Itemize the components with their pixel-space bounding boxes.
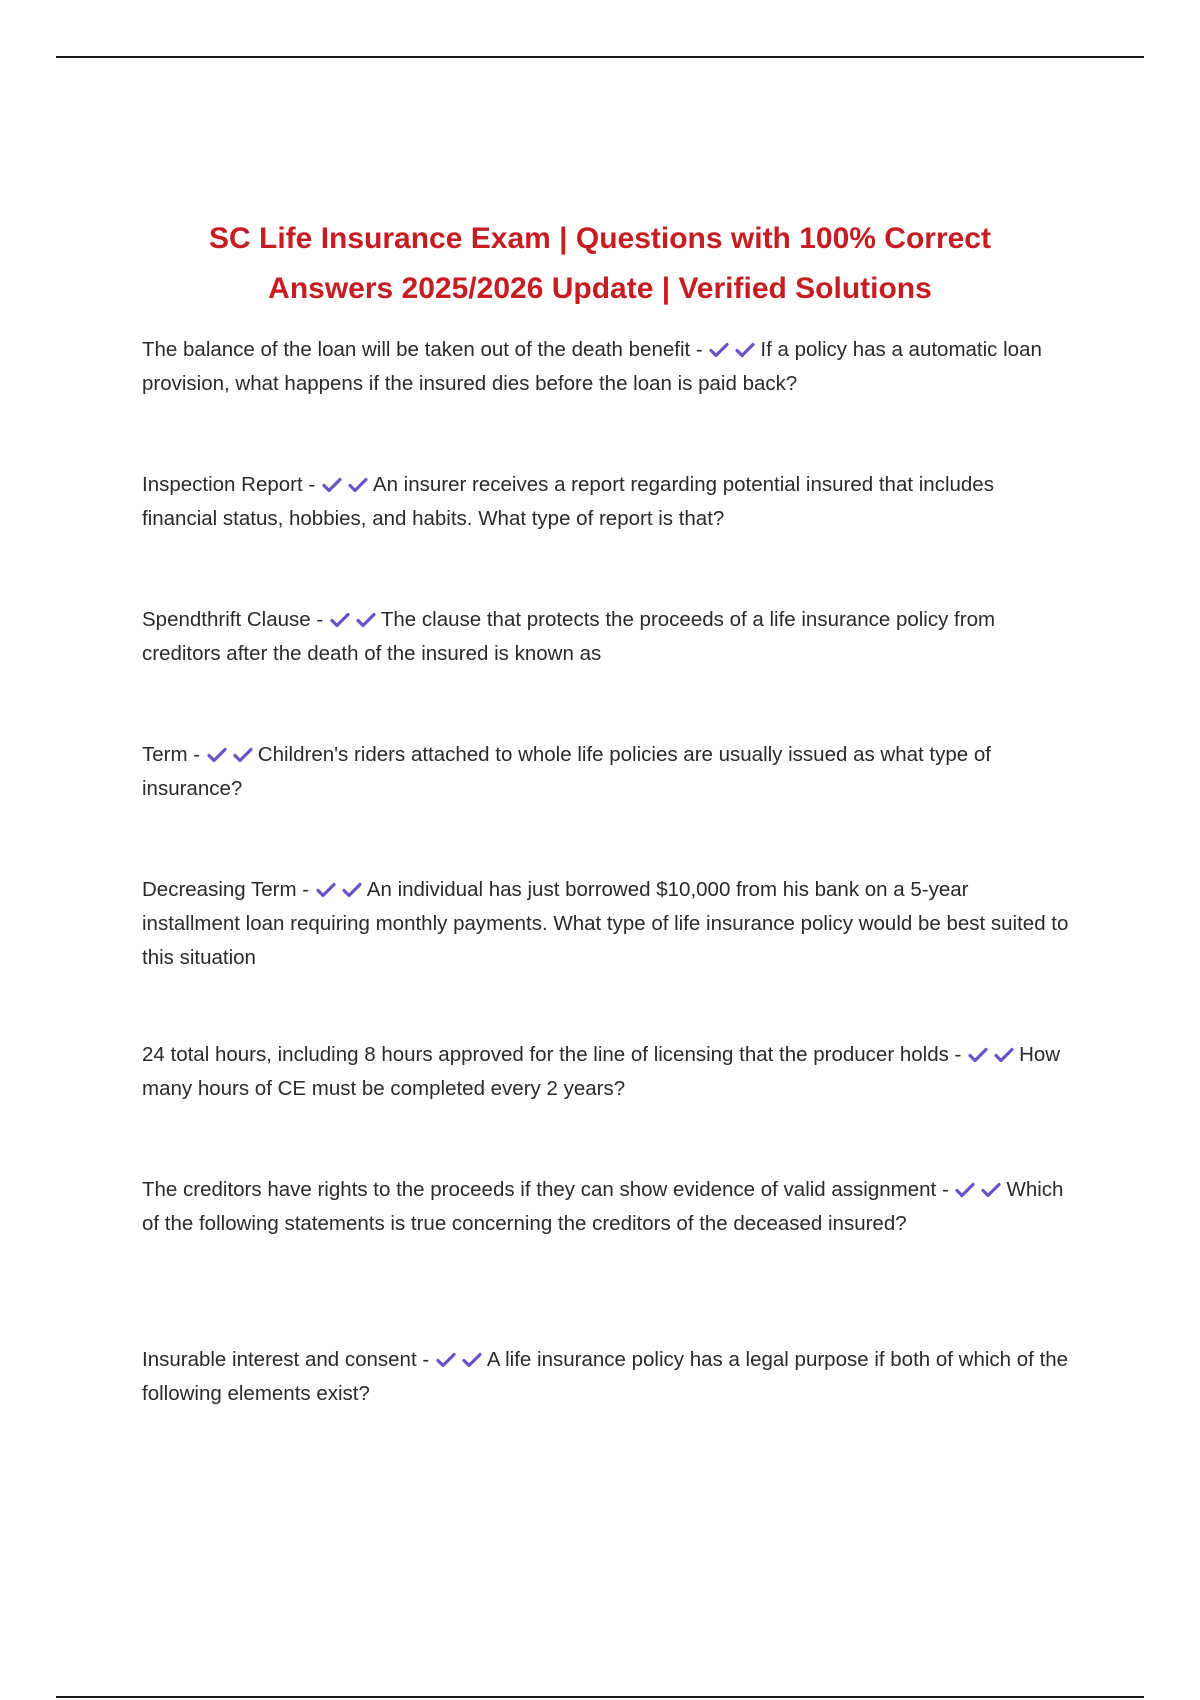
- separator: -: [187, 743, 206, 766]
- qa-item: [142, 873, 1072, 975]
- check-icon: [734, 341, 756, 359]
- answer-text: 24 total hours, including 8 hours approved for the line of licensing that the producer holds: [142, 1043, 949, 1066]
- answer-text: The balance of the loan will be taken out of the death benefit: [142, 338, 691, 361]
- question-text: Which of the following statements is true concerning the creditors of the deceased insured?: [142, 1178, 1064, 1235]
- check-icon: [461, 1351, 483, 1369]
- question-text: Children's riders attached to whole life policies are usually issued as what type of insurance?: [142, 743, 991, 800]
- check-icon: [329, 611, 351, 629]
- qa-item: [142, 1038, 1072, 1106]
- question-text: A life insurance policy has a legal purpose if both of which of the following elements exist?: [142, 1348, 1069, 1405]
- document-title: [130, 214, 1070, 314]
- separator: -: [416, 1348, 435, 1371]
- bottom-rule: [56, 1696, 1144, 1698]
- check-icon: [347, 476, 369, 494]
- question-text: If a policy has a automatic loan provision, what happens if the insured dies before the loan is paid back?: [142, 338, 1042, 395]
- answer-text: The creditors have rights to the proceeds if they can show evidence of valid assignment: [142, 1178, 937, 1201]
- qa-item: [142, 468, 1072, 536]
- separator: -: [310, 608, 329, 631]
- check-icon: [980, 1181, 1002, 1199]
- separator: -: [936, 1178, 955, 1201]
- check-icon: [321, 476, 343, 494]
- separator: -: [690, 338, 709, 361]
- qa-item: [142, 738, 1072, 806]
- title-line-2: Answers 2025/2026 Update | Verified Solutions: [268, 272, 932, 305]
- top-rule: [56, 56, 1144, 58]
- qa-item: [142, 333, 1072, 401]
- question-text: How many hours of CE must be completed every 2 years?: [142, 1043, 1061, 1100]
- answer-text: Insurable interest and consent: [142, 1348, 417, 1371]
- answer-text: Spendthrift Clause: [142, 608, 311, 631]
- separator: -: [302, 473, 321, 496]
- qa-item: [142, 603, 1072, 671]
- title-line-1: SC Life Insurance Exam | Questions with 100% Correct: [209, 222, 991, 255]
- question-text: An insurer receives a report regarding potential insured that includes financial status, hobbies, and habits. What type of report is that?: [142, 473, 994, 530]
- question-text: An individual has just borrowed $10,000 from his bank on a 5-year installment loan requiring monthly payments. What type of life insurance policy would be best suited to this situation: [142, 878, 1069, 969]
- separator: -: [296, 878, 315, 901]
- check-icon: [708, 341, 730, 359]
- check-icon: [355, 611, 377, 629]
- check-icon: [341, 881, 363, 899]
- check-icon: [206, 746, 228, 764]
- check-icon: [993, 1046, 1015, 1064]
- question-text: The clause that protects the proceeds of a life insurance policy from creditors after the death of the insured is known as: [142, 608, 996, 665]
- check-icon: [232, 746, 254, 764]
- check-icon: [315, 881, 337, 899]
- check-icon: [435, 1351, 457, 1369]
- answer-text: Decreasing Term: [142, 878, 297, 901]
- qa-item: [142, 1343, 1072, 1411]
- check-icon: [967, 1046, 989, 1064]
- check-icon: [954, 1181, 976, 1199]
- separator: -: [948, 1043, 968, 1066]
- answer-text: Term: [142, 743, 188, 766]
- qa-item: [142, 1173, 1072, 1241]
- answer-text: Inspection Report: [142, 473, 303, 496]
